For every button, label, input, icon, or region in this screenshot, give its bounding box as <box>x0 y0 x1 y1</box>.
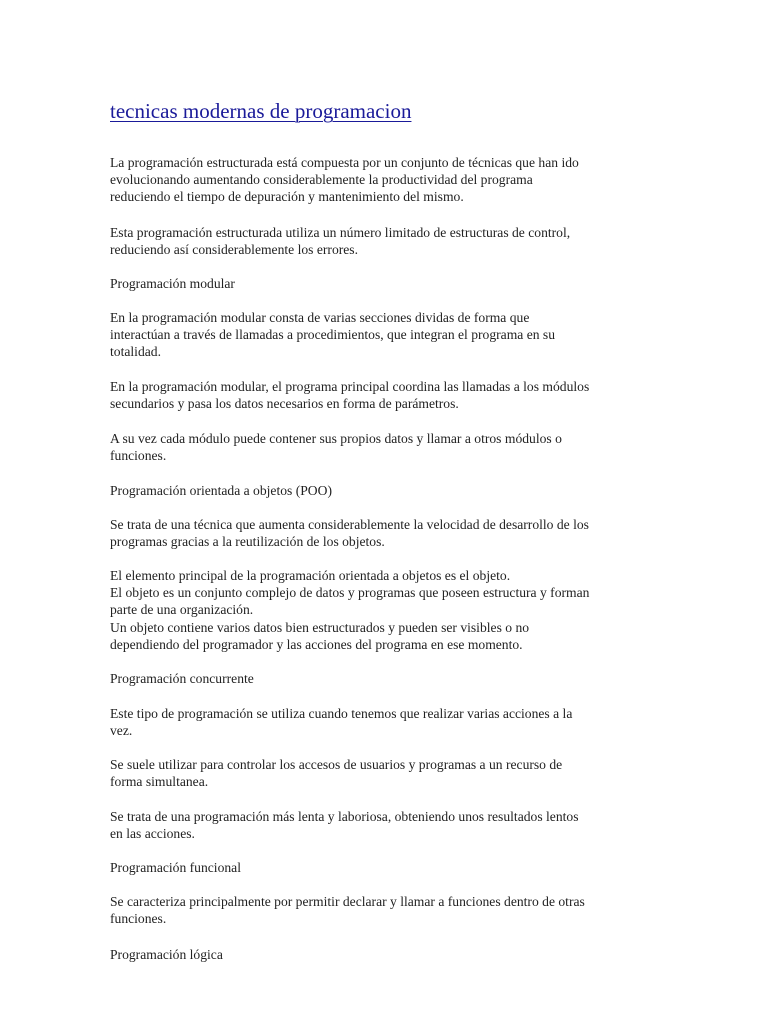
paragraph-modular-1 <box>110 309 660 361</box>
text-line: A su vez cada módulo puede contener sus propios datos y llamar a otros módulos o <box>110 431 562 446</box>
paragraph-modular-3 <box>110 430 660 464</box>
text-line: funciones. <box>110 448 167 464</box>
paragraph-concurrent-1 <box>110 705 660 739</box>
text-line: forma simultanea. <box>110 774 209 790</box>
text-line: reduciendo así considerablemente los errores. <box>110 242 358 258</box>
heading-poo <box>110 482 660 499</box>
paragraph-functional <box>110 893 660 927</box>
text-line: dependiendo del programador y las acciones del programa en ese momento. <box>110 636 523 652</box>
paragraph-concurrent-2 <box>110 756 660 790</box>
text-line: En la programación modular, el programa principal coordina las llamadas a los módulos <box>110 379 590 394</box>
section-heading: Programación concurrente <box>110 671 254 686</box>
heading-logic <box>110 946 660 963</box>
section-heading: Programación lógica <box>110 947 223 962</box>
paragraph-poo-1 <box>110 516 660 550</box>
text-line: evolucionando aumentando considerablemente la productividad del programa <box>110 172 533 188</box>
text-line: funciones. <box>110 911 167 927</box>
section-heading: Programación funcional <box>110 860 241 875</box>
section-heading: Programación modular <box>110 276 235 291</box>
heading-functional <box>110 859 660 876</box>
paragraph-structured <box>110 224 660 258</box>
heading-concurrent <box>110 670 660 687</box>
text-line: En la programación modular consta de varias secciones dividas de forma que <box>110 310 530 325</box>
text-line: programas gracias a la reutilización de los objetos. <box>110 534 385 550</box>
paragraph-concurrent-3 <box>110 808 660 842</box>
text-line: Se caracteriza principalmente por permitir declarar y llamar a funciones dentro de otras <box>110 894 585 909</box>
text-line: El elemento principal de la programación orientada a objetos es el objeto. <box>110 568 511 583</box>
section-heading: Programación orientada a objetos (POO) <box>110 483 332 498</box>
paragraph-intro <box>110 154 660 206</box>
text-line: Este tipo de programación se utiliza cuando tenemos que realizar varias acciones a la <box>110 706 573 721</box>
paragraph-modular-2 <box>110 378 660 412</box>
text-line: La programación estructurada está compuesta por un conjunto de técnicas que han ido <box>110 155 579 170</box>
text-line: Esta programación estructurada utiliza un número limitado de estructuras de control, <box>110 225 571 240</box>
text-line: totalidad. <box>110 344 161 360</box>
text-line: Se suele utilizar para controlar los accesos de usuarios y programas a un recurso de <box>110 757 563 772</box>
heading-modular <box>110 275 660 292</box>
paragraph-poo-2 <box>110 567 660 653</box>
text-line: en las acciones. <box>110 826 195 842</box>
text-line: reduciendo el tiempo de depuración y mantenimiento del mismo. <box>110 189 464 205</box>
text-line: interactúan a través de llamadas a procedimientos, que integran el programa en su <box>110 327 556 343</box>
text-line: El objeto es un conjunto complejo de datos y programas que poseen estructura y forman <box>110 585 590 601</box>
text-line: Se trata de una técnica que aumenta considerablemente la velocidad de desarrollo de los <box>110 517 589 532</box>
text-line: secundarios y pasa los datos necesarios en forma de parámetros. <box>110 396 459 412</box>
text-line: parte de una organización. <box>110 602 254 618</box>
text-line: Un objeto contiene varios datos bien estructurados y pueden ser visibles o no <box>110 619 530 635</box>
text-line: vez. <box>110 723 133 739</box>
document-title: tecnicas modernas de programacion <box>110 99 412 123</box>
text-line: Se trata de una programación más lenta y laboriosa, obteniendo unos resultados lentos <box>110 809 579 824</box>
